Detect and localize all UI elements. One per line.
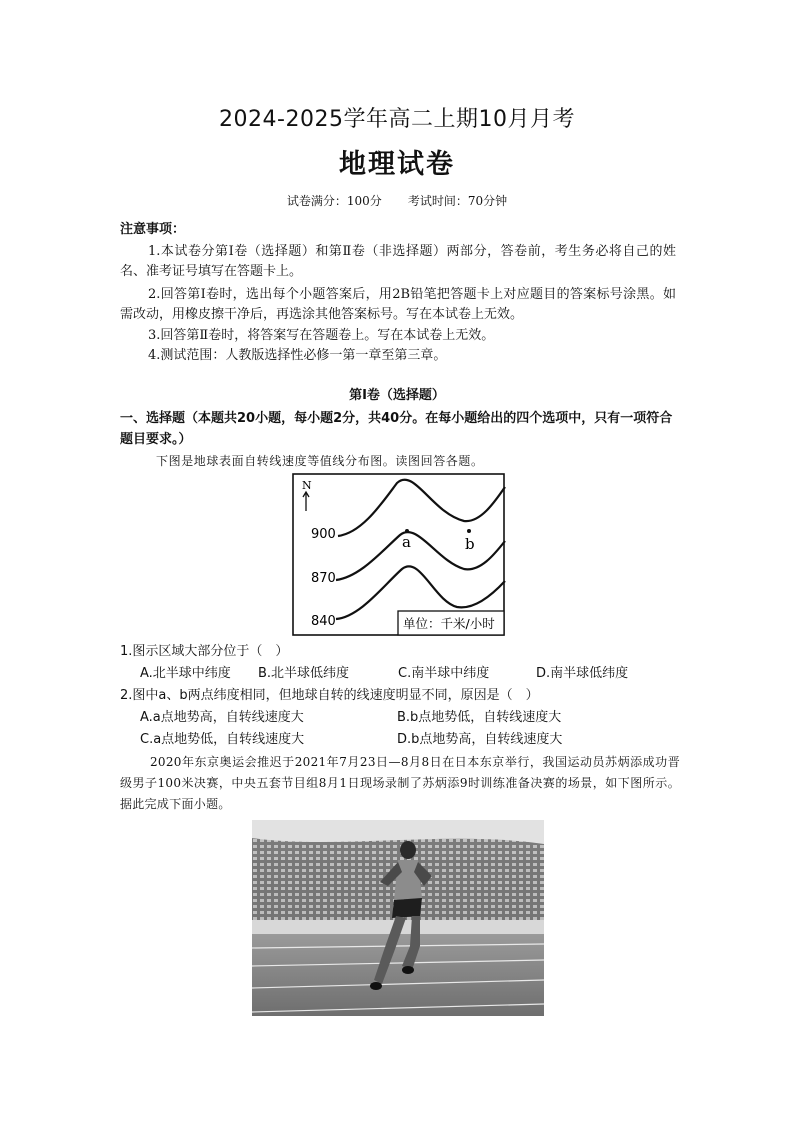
exam-title: 2024-2025学年高二上期10月月考 [219, 107, 575, 132]
reading-passage: 2020年东京奥运会推迟于2021年7月23日—8月8日在日本东京举行，我国运动员苏炳添成功晋级男子100米决赛，中央五套节目组8月1日现场录制了苏炳添9时训练准备决赛的场景，如下图所示。据此完成下面小题。 [120, 755, 680, 811]
point-a-label: a [402, 533, 411, 551]
question-2-option-a[interactable]: A.a点地势高，自转线速度大 [140, 710, 304, 725]
question-2-option-d[interactable]: D.b点地势高，自转线速度大 [397, 732, 563, 747]
notice-item-2: 2.回答第Ⅰ卷时，选出每个小题答案后，用2B铅笔把答题卡上对应题目的答案标号涂黑。如需改动，用橡皮擦干净后，再选涂其他答案标号。写在本试卷上无效。 [120, 287, 676, 322]
point-b-marker [467, 529, 471, 533]
figure-intro: 下图是地球表面自转线速度等值线分布图。读图回答各题。 [156, 454, 484, 468]
question-2-option-b[interactable]: B.b点地势低，自转线速度大 [397, 710, 562, 725]
notice-heading: 注意事项： [120, 222, 186, 237]
notice-item-1: 1.本试卷分第Ⅰ卷（选择题）和第Ⅱ卷（非选择题）两部分，答卷前，考生务必将自己的姓名、准考证号填写在答题卡上。 [120, 244, 676, 279]
section-heading: 第Ⅰ卷（选择题） [349, 388, 445, 403]
contour-label-900: 900 [311, 527, 336, 542]
section-instruction: 一、选择题（本题共20小题，每小题2分，共40分。在每小题给出的四个选项中，只有一项符合题目要求。） [120, 411, 673, 447]
question-1-option-c[interactable]: C.南半球中纬度 [398, 666, 490, 681]
question-1-option-d[interactable]: D.南半球低纬度 [536, 666, 629, 681]
full-score: 试卷满分：100分 [286, 194, 382, 208]
question-1-option-a[interactable]: A.北半球中纬度 [140, 666, 231, 681]
point-b-label: b [465, 535, 475, 553]
exam-time: 考试时间：70分钟 [407, 194, 508, 208]
sprinter-photo [252, 820, 544, 1016]
question-2-stem: 2.图中a、b两点纬度相同，但地球自转的线速度明显不同，原因是（ ） [120, 688, 539, 703]
contour-label-870: 870 [311, 571, 336, 586]
contour-label-840: 840 [311, 614, 336, 629]
question-2-option-c[interactable]: C.a点地势低，自转线速度大 [140, 732, 305, 747]
notice-item-3: 3.回答第Ⅱ卷时，将答案写在答题卷上。写在本试卷上无效。 [148, 328, 495, 343]
exam-meta [0, 192, 794, 209]
north-label: N [302, 479, 312, 492]
unit-label: 单位：千米/小时 [403, 616, 495, 631]
question-1-stem: 1.图示区域大部分位于（ ） [120, 644, 289, 659]
subject-title: 地理试卷 [339, 149, 455, 180]
contour-map [292, 473, 506, 637]
notice-item-4: 4.测试范围：人教版选择性必修一第一章至第三章。 [148, 348, 447, 363]
question-1-option-b[interactable]: B.北半球低纬度 [258, 666, 350, 681]
